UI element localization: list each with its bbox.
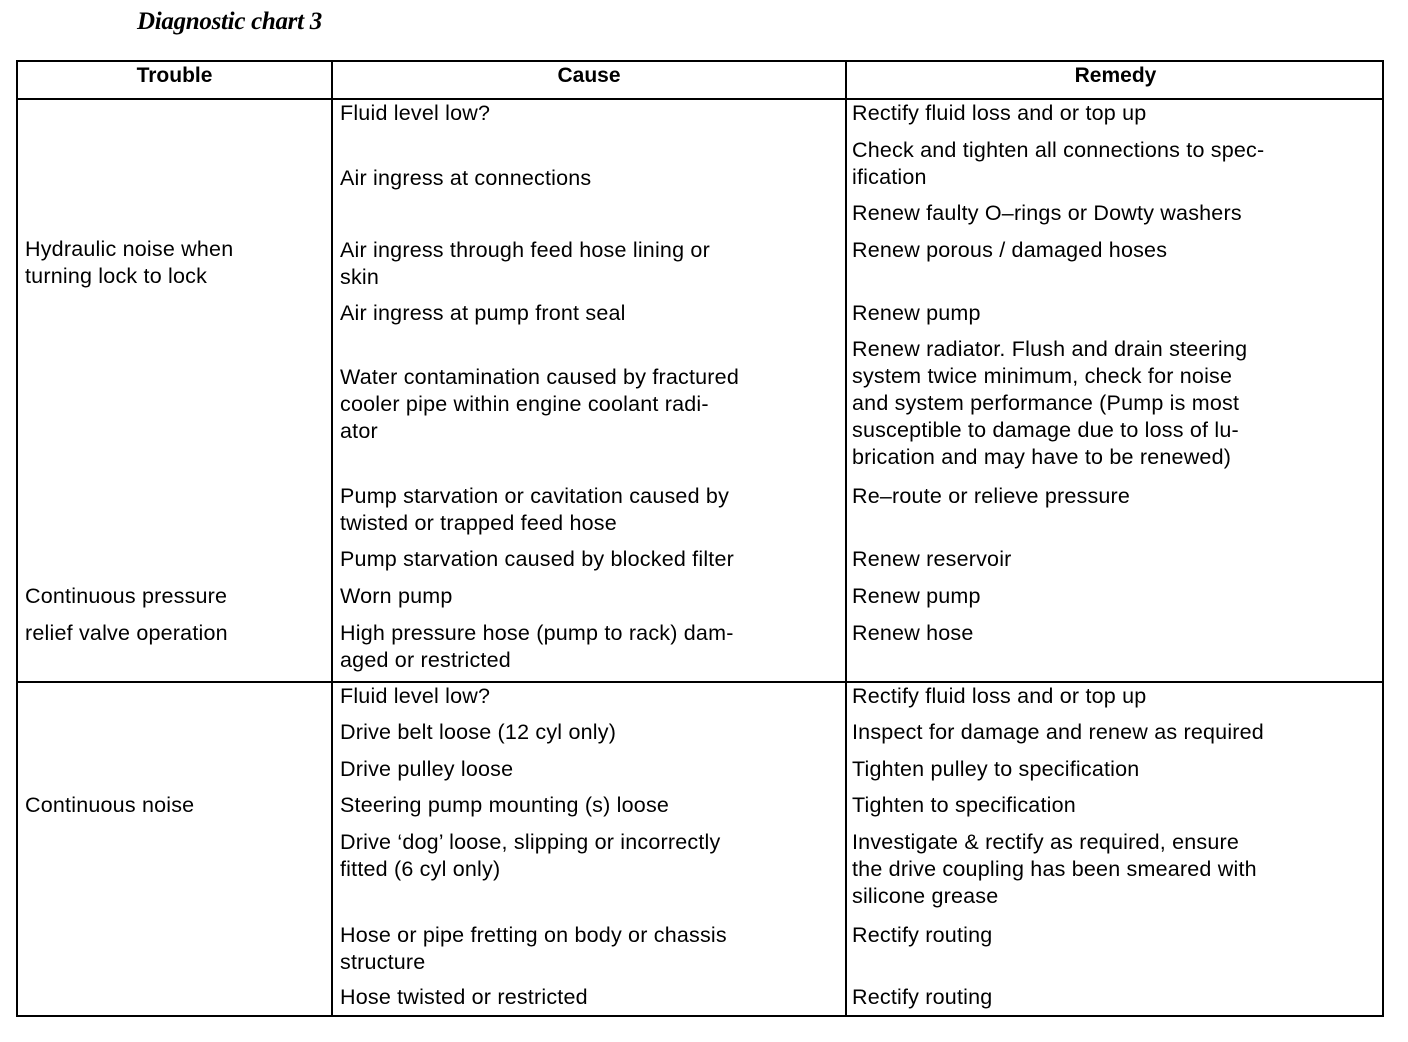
remedy-cell: Renew pump (852, 584, 981, 608)
cause-cell: Water contamination caused by fractured cooler pipe within engine coolant radi- ator (340, 365, 739, 443)
trouble-pressure-relief-line2: relief valve operation (25, 621, 228, 645)
header-trouble: Trouble (136, 64, 213, 87)
cause-cell: Pump starvation or cavitation caused by twisted or trapped feed hose (340, 484, 730, 535)
cause-cell: Drive pulley loose (340, 757, 514, 781)
remedy-cell: Rectify fluid loss and or top up (852, 101, 1147, 125)
remedy-cell: Rectify routing (852, 923, 993, 947)
remedy-cell: Inspect for damage and renew as required (852, 720, 1264, 744)
remedy-cell: Tighten pulley to specification (852, 757, 1140, 781)
cause-cell: Air ingress at pump front seal (340, 301, 626, 325)
cause-cell: Hose twisted or restricted (340, 985, 588, 1009)
cause-cell: Steering pump mounting (s) loose (340, 793, 670, 817)
cause-cell: Air ingress through feed hose lining or skin (340, 238, 710, 289)
column-divider (845, 62, 847, 1015)
cause-cell: Pump starvation caused by blocked filter (340, 547, 735, 571)
cause-cell: Fluid level low? (340, 684, 491, 708)
remedy-cell: Rectify fluid loss and or top up (852, 684, 1147, 708)
remedy-cell: Investigate & rectify as required, ensure the drive coupling has been smeared with silicone grease (852, 830, 1257, 908)
remedy-cell: Renew hose (852, 621, 974, 645)
remedy-cell: Renew pump (852, 301, 981, 325)
remedy-cell: Re–route or relieve pressure (852, 484, 1131, 508)
remedy-cell: Renew porous / damaged hoses (852, 238, 1168, 262)
remedy-cell: Renew reservoir (852, 547, 1012, 571)
cause-cell: Fluid level low? (340, 101, 491, 125)
page-title: Diagnostic chart 3 (137, 8, 322, 35)
remedy-cell: Rectify routing (852, 985, 993, 1009)
remedy-cell: Check and tighten all connections to spec- ification (852, 138, 1265, 189)
trouble-continuous-noise: Continuous noise (25, 793, 195, 817)
cause-cell: Hose or pipe fretting on body or chassis structure (340, 923, 727, 974)
cause-cell: Drive belt loose (12 cyl only) (340, 720, 617, 744)
cause-cell: High pressure hose (pump to rack) dam- aged or restricted (340, 621, 734, 672)
remedy-cell: Renew radiator. Flush and drain steering system twice minimum, check for noise and system performance (Pump is most susceptible to damage due to loss of lu- brication and may have to be renewed) (852, 337, 1248, 469)
trouble-pressure-relief-line1: Continuous pressure (25, 584, 228, 608)
column-divider (331, 62, 333, 1015)
diagnostic-table (16, 60, 1384, 1017)
header-cause: Cause (557, 64, 621, 87)
cause-cell: Air ingress at connections (340, 166, 592, 190)
remedy-cell: Tighten to specification (852, 793, 1076, 817)
header-remedy: Remedy (1074, 64, 1157, 87)
cause-cell: Worn pump (340, 584, 453, 608)
cause-cell: Drive ‘dog’ loose, slipping or incorrectly fitted (6 cyl only) (340, 830, 721, 881)
remedy-cell: Renew faulty O–rings or Dowty washers (852, 201, 1242, 225)
trouble-hydraulic-noise: Hydraulic noise when turning lock to lock (25, 237, 234, 288)
